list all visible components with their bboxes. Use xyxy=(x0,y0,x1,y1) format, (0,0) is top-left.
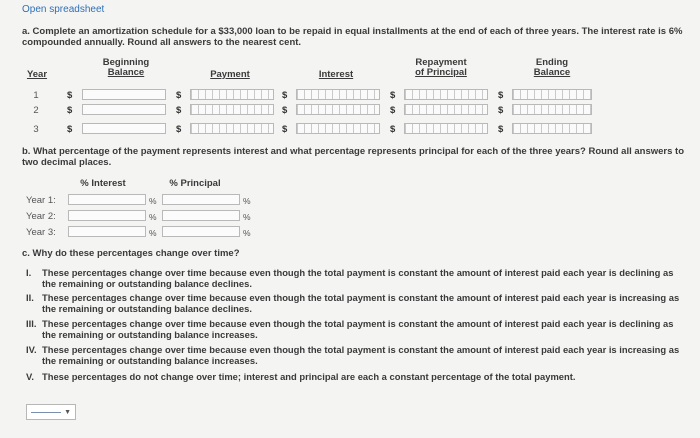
dollar-sign: $ xyxy=(67,105,73,116)
interest-input[interactable] xyxy=(296,104,380,115)
payment-input[interactable] xyxy=(190,89,274,100)
col-header-interest: Interest xyxy=(318,69,354,80)
dollar-sign: $ xyxy=(282,105,288,116)
year-row-label: Year 3: xyxy=(26,227,56,238)
col-header-year: Year xyxy=(26,69,48,80)
option-number: III. xyxy=(26,318,37,329)
percent-sign: % xyxy=(243,212,251,222)
beginning-balance-input[interactable] xyxy=(82,104,166,115)
pct-interest-input[interactable] xyxy=(68,194,146,205)
year-label: 2 xyxy=(33,105,39,116)
principal-repayment-input[interactable] xyxy=(404,89,488,100)
part-a-question: a. Complete an amortization schedule for a $33,000 loan to be repaid in equal installments at the end of each of three years. The interest rate is 6% compounded annually. Round all answers to the nearest cent. xyxy=(22,26,683,48)
year-label: 1 xyxy=(33,90,39,101)
col-header-beginning-balance: Beginning Balance xyxy=(102,57,150,78)
beginning-balance-input[interactable] xyxy=(82,123,166,134)
dollar-sign: $ xyxy=(67,124,73,135)
answer-option xyxy=(26,318,682,340)
percent-sign: % xyxy=(243,228,251,238)
answer-option xyxy=(26,344,682,366)
beginning-balance-input[interactable] xyxy=(82,89,166,100)
year-row-label: Year 2: xyxy=(26,211,56,222)
pct-interest-input[interactable] xyxy=(68,210,146,221)
col-header-ending-balance: Ending Balance xyxy=(533,57,571,78)
option-text: These percentages change over time because even though the total payment is constant the amount of interest paid each year is increasing as the remaining or outstanding balance declines. xyxy=(42,292,680,314)
dollar-sign: $ xyxy=(67,90,73,101)
interest-input[interactable] xyxy=(296,123,380,134)
dollar-sign: $ xyxy=(498,90,504,101)
dollar-sign: $ xyxy=(176,124,182,135)
answer-option xyxy=(26,267,682,289)
interest-input[interactable] xyxy=(296,89,380,100)
percent-sign: % xyxy=(243,196,251,206)
pct-principal-input[interactable] xyxy=(162,194,240,205)
option-text: These percentages change over time because even though the total payment is constant the amount of interest paid each year is declining as the remaining or outstanding balance increases. xyxy=(42,318,674,340)
pct-principal-input[interactable] xyxy=(162,226,240,237)
col-header-payment: Payment xyxy=(210,69,250,80)
year-label: 3 xyxy=(33,124,39,135)
part-c-question: c. Why do these percentages change over time? xyxy=(22,248,240,259)
option-number: IV. xyxy=(26,344,37,355)
answer-option xyxy=(26,371,682,383)
year-row-label: Year 1: xyxy=(26,195,56,206)
option-number: II. xyxy=(26,292,34,303)
chevron-down-icon: ▼ xyxy=(64,409,71,416)
dollar-sign: $ xyxy=(176,90,182,101)
dollar-sign: $ xyxy=(498,105,504,116)
dollar-sign: $ xyxy=(282,90,288,101)
pct-principal-input[interactable] xyxy=(162,210,240,221)
pct-interest-input[interactable] xyxy=(68,226,146,237)
principal-repayment-input[interactable] xyxy=(404,104,488,115)
answer-select-dropdown[interactable] xyxy=(26,404,76,420)
select-placeholder-line xyxy=(31,412,61,413)
col-header-pct-interest: % Interest xyxy=(80,178,126,189)
dollar-sign: $ xyxy=(390,90,396,101)
dollar-sign: $ xyxy=(390,124,396,135)
ending-balance-input[interactable] xyxy=(512,89,592,100)
percent-sign: % xyxy=(149,212,157,222)
ending-balance-input[interactable] xyxy=(512,104,592,115)
open-spreadsheet-link[interactable]: Open spreadsheet xyxy=(22,4,105,15)
percent-sign: % xyxy=(149,196,157,206)
payment-input[interactable] xyxy=(190,123,274,134)
answer-option xyxy=(26,292,682,314)
dollar-sign: $ xyxy=(176,105,182,116)
part-b-question: b. What percentage of the payment represents interest and what percentage represents principal for each of the three years? Round all answers to two decimal places. xyxy=(22,146,685,168)
option-text: These percentages do not change over time; interest and principal are each a constant percentage of the total payment. xyxy=(42,371,576,382)
option-text: These percentages change over time because even though the total payment is constant the amount of interest paid each year is declining as the remaining or outstanding balance declines. xyxy=(42,267,674,289)
ending-balance-input[interactable] xyxy=(512,123,592,134)
option-number: I. xyxy=(26,267,32,278)
payment-input[interactable] xyxy=(190,104,274,115)
dollar-sign: $ xyxy=(498,124,504,135)
option-number: V. xyxy=(26,371,34,382)
option-text: These percentages change over time because even though the total payment is constant the amount of interest paid each year is increasing as the remaining or outstanding balance increases. xyxy=(42,344,680,366)
col-header-repayment: Repayment of Principal xyxy=(415,57,467,78)
col-header-pct-principal: % Principal xyxy=(169,178,221,189)
dollar-sign: $ xyxy=(282,124,288,135)
dollar-sign: $ xyxy=(390,105,396,116)
principal-repayment-input[interactable] xyxy=(404,123,488,134)
percent-sign: % xyxy=(149,228,157,238)
